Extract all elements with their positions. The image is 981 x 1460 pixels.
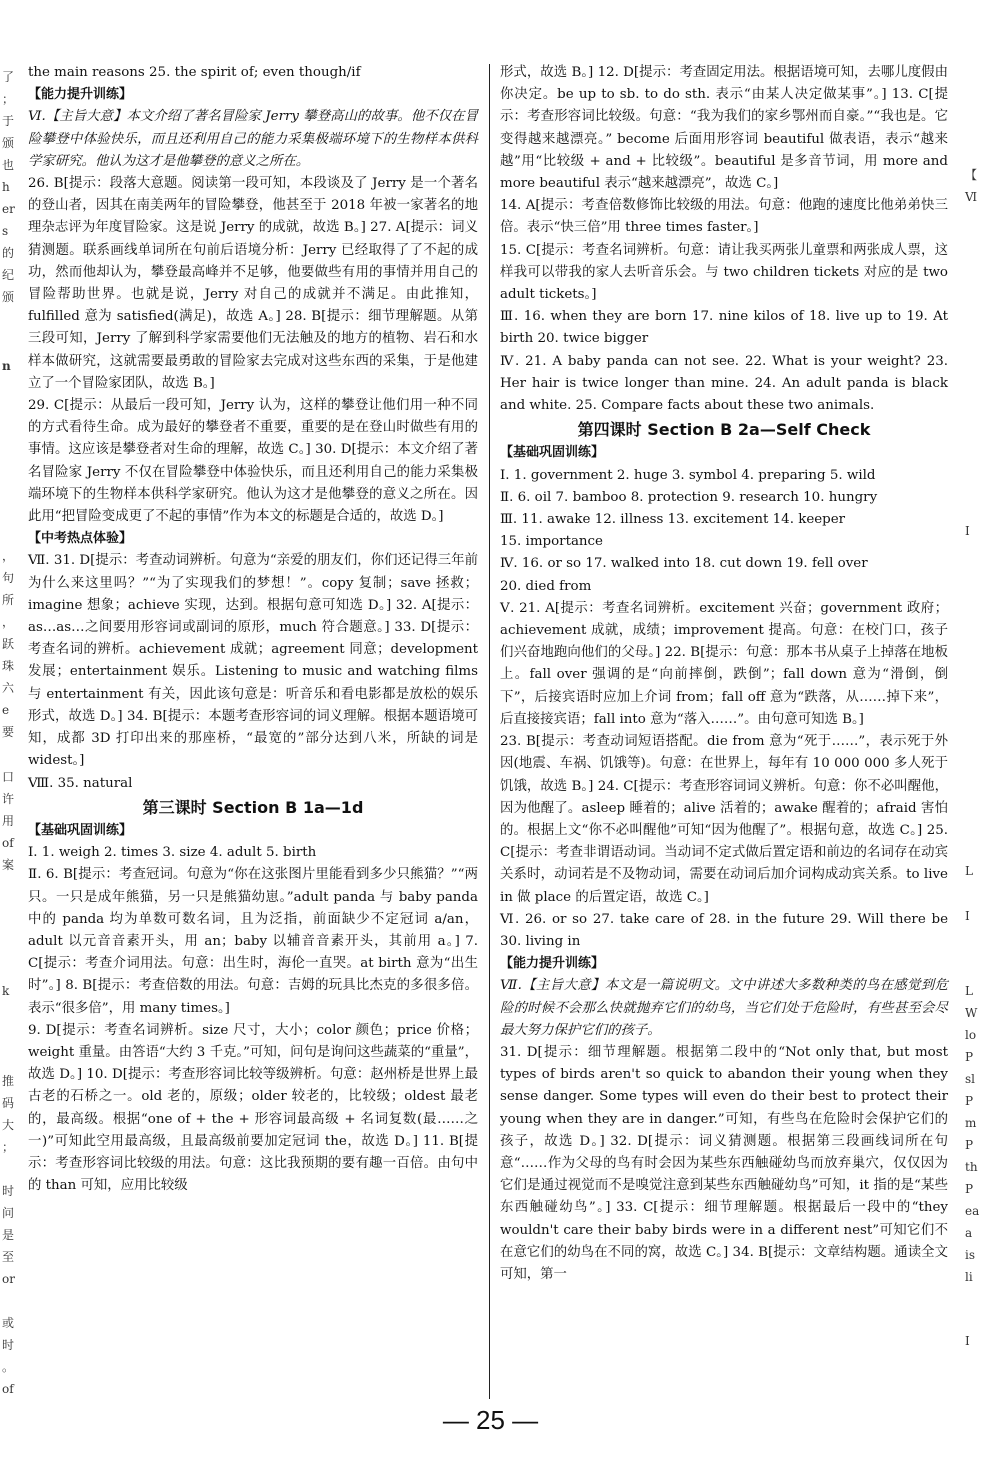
edge-fragment: 六 (2, 681, 15, 695)
answer-line: Ⅷ. 35. natural (28, 775, 133, 791)
edge-fragment: ； (2, 1140, 15, 1154)
edge-fragment: n (2, 359, 11, 373)
lesson-heading: 第三课时 Section B 1a—1d (142, 797, 364, 817)
edge-fragment: 珠 (2, 659, 15, 673)
edge-fragment: 颁 (2, 290, 15, 304)
subsection-heading: 【中考热点体验】 (28, 531, 133, 547)
edge-fragment: 要 (2, 725, 15, 739)
answer-line: Ⅰ. 1. weigh 2. times 3. size 4. adult 5. birth (28, 845, 317, 861)
answer-paragraph: Ⅱ. 6. B[提示：考查冠词。句意为“你在这张图片里能看到多少只熊猫？”“两只。一只是成年熊猫，另一只是熊猫幼崽。”adult panda 与 baby panda 中的 panda 均为单数可数名词，且为泛指，前面缺少不定冠词 a/an，adult 以元音音素开头，用 an；baby 以辅音音素开头，其前用 a。] 7. C[提示：考查介词用法。句意：出生时，海伦一直哭。at birth 意为“出生时”。] 8. B[提示：考查倍数的用法。句意：吉姆的玩具比杰克的多很多倍。表示“很多倍”，用 many times。] (28, 867, 478, 1016)
edge-fragment: 至 (2, 1250, 15, 1264)
answer-line: Ⅰ. 1. government 2. huge 3. symbol 4. preparing 5. wild (500, 467, 876, 483)
answer-paragraph: 23. B[提示：考查动词短语搭配。die from 意为“死于……”，表示死于外因(地震、车祸、饥饿等)。句意：在世界上，每年有 10 000 000 多人死于饥饿，故选 B。] 24. C[提示：考查形容词词义辨析。句意：你不必叫醒他，因为他醒了。asleep 睡着的；alive 活着的；awake 醒着的；afraid 害怕的。根据上文“你不必叫醒他”可知“因为他醒了”。根据句意，故选 C。] 25. C[提示：考查非谓语动词。当动词不定式做后置定语和前边的名词存在动宾关系时，动词若是不及物动词，需要在动词后加介词构成动宾关系。to live in 做 place 的后置定语，故选 C。] (500, 734, 948, 905)
edge-fragment: 推 (2, 1074, 15, 1088)
edge-fragment: a (965, 1226, 973, 1240)
edge-fragment: Ⅰ (965, 909, 970, 923)
answer-paragraph: Ⅶ. 31. D[提示：考查动词辨析。句意为“亲爱的朋友们，你们还记得三年前为什么来这里吗？”“为了实现我们的梦想！”。copy 复制；save 拯救；imagine 想象；achieve 实现，达到。根据句意可知选 D。] 32. A[提示：as…as…之间要用形容词或副词的原形，much 符合题意。] 33. D[提示：考查名词的辨析。achievement 成就；agreement 同意；development 发展；entertainment 娱乐。Listening to music and watching films 与 entertainment 有关，因此该句意是：听音乐和看电影都是放松的娱乐形式，故选 D。] 34. B[提示：本题考查形容词的词义理解。根据本题语境可知，成都 3D 打印出来的那座桥，“最宽的”部分达到八米，所缺的词是 widest。] (28, 553, 478, 769)
edge-fragment: 用 (2, 814, 15, 828)
page-number: — 25 — (442, 1405, 539, 1435)
edge-fragment: I (965, 524, 970, 538)
edge-fragment: of (2, 836, 14, 850)
edge-fragment: 码 (2, 1096, 15, 1110)
column-divider (489, 64, 490, 1399)
answer-line: Ⅲ. 16. when they are born 17. nine kilos of 18. live up to 19. At birth 20. twice bigger (500, 309, 948, 347)
answer-paragraph: 26. B[提示：段落大意题。阅读第一段可知，本段谈及了 Jerry 是一个著名的登山者，因其在南美两年的冒险攀登，他甚至于 2018 年被一家著名的地理杂志评为年度冒险家。这是说 Jerry 的成就，故选 B。] 27. A[提示：词义猜测题。联系画线单词所在句前后语境分析：Jerry 已经取得了了不起的成功，然而他却认为，攀登最高峰并不足够，他要做些有用的事情并用自己的冒险帮助世界。也就是说，Jerry 对自己的成就并不满足。由此推知，fulfilled 意为 satisfied(满足)，故选 A。] 28. B[提示：细节理解题。从第三段可知，Jerry 了解到科学家需要他们无法触及的地方的植物、岩石和水样本做研究，这就需要最勇敢的冒险家去完成对这些东西的采集，于是他建立了一个冒险家团队，故选 B。] (28, 176, 478, 391)
answer-line: Ⅲ. 11. awake 12. illness 13. excitement 14. keeper (500, 512, 846, 528)
answer-paragraph: Ⅴ. 21. A[提示：考查名词辨析。excitement 兴奋；government 政府；achievement 成就，成绩；improvement 提高。句意：在校门口，孩子们兴奋地跑向他们的父母。] 22. B[提示：句意：那本书从桌子上掉落在地板上。fall over 强调的是“向前摔倒，跌倒”；fall down 意为“滑倒，倒下”，后接宾语时应加上介词 from；fall off 意为“跌落，从……掉下来”，后直接接宾语；fall into 意为“落入……”。由句意可知选 B。] (500, 600, 948, 727)
answer-line: 20. died from (500, 578, 592, 594)
edge-fragment: e (2, 703, 10, 717)
edge-fragment: 或 (2, 1316, 15, 1330)
edge-fragment: P (965, 1138, 974, 1152)
edge-fragment: k (2, 984, 10, 998)
answer-line: Ⅳ. 21. A baby panda can not see. 22. What is your weight? 23. Her hair is twice longer than mine. 24. An adult panda is black and white. 25. Compare facts about these two animals. (500, 353, 948, 414)
edge-fragment: 许 (2, 792, 15, 806)
answer-line: Ⅱ. 6. oil 7. bamboo 8. protection 9. research 10. hungry (500, 489, 878, 505)
answer-line: Ⅳ. 16. or so 17. walked into 18. cut down 19. fell over (500, 556, 868, 572)
edge-fragment: of (2, 1382, 14, 1396)
edge-fragment: 时 (2, 1184, 15, 1198)
edge-fragment: ， (2, 615, 15, 629)
edge-fragment: 大 (2, 1118, 15, 1132)
subsection-heading: 【基础巩固训练】 (28, 822, 133, 838)
passage-summary: Ⅵ.【主旨大意】本文介绍了著名冒险家 Jerry 攀登高山的故事。他不仅在冒险攀登中体验快乐，而且还利用自己的能力采集极端环境下的生物样本供科学家研究。他认为这才是他攀登的意义之所在。 (28, 109, 478, 169)
edge-fragment: 句 (2, 571, 15, 585)
answer-paragraph: 14. A[提示：考查倍数修饰比较级的用法。句意：他跑的速度比他弟弟快三倍。表示“快三倍”用 three times faster。] (500, 198, 948, 236)
edge-fragment: ， (2, 549, 15, 563)
edge-fragment: s (2, 224, 9, 238)
edge-fragment: P (965, 1050, 974, 1064)
edge-fragment: lo (965, 1028, 977, 1042)
edge-fragment: 了 (2, 70, 15, 84)
answer-paragraph: 15. C[提示：考查名词辨析。句意：请让我买两张儿童票和两张成人票，这样我可以带我的家人去听音乐会。与 two children tickets 对应的是 two adult tickets。] (500, 242, 948, 303)
edge-fragment: 案 (2, 858, 15, 872)
edge-fragment: 时 (2, 1338, 15, 1352)
edge-fragment: L (965, 864, 973, 878)
edge-fragment: 所 (2, 593, 15, 607)
edge-fragment: is (965, 1248, 975, 1262)
edge-fragment: 于 (2, 114, 15, 128)
edge-fragment: 。 (2, 1360, 15, 1374)
left-column (28, 62, 478, 1197)
subsection-heading: 【基础巩固训练】 (500, 445, 605, 461)
edge-fragment: h (2, 180, 10, 194)
edge-fragment: 颁 (2, 136, 15, 150)
edge-fragment: 问 (2, 1206, 15, 1220)
edge-fragment: er (2, 202, 15, 216)
answer-paragraph: 31. D[提示：细节理解题。根据第二段中的“Not only that, but most types of birds aren't so quick to abandon their young when they sense danger. Some types will even do their best to protect their young when they are in danger.”可知，有些鸟在危险时会保护它们的孩子，故选 D。] 32. D[提示：词义猜测题。根据第三段画线词所在句意“……作为父母的鸟有时会因为某些东西触碰幼鸟而放弃巢穴，仅仅因为它们是通过视觉而不是嗅觉注意到某些东西触碰幼鸟”可知，it 指的是“某些东西触碰幼鸟”。] 33. C[提示：细节理解题。根据最后一段中的“they wouldn't care their baby birds were in a different nest”可知它们不在意它们的幼鸟在不同的窝，故选 C。] 34. B[提示：文章结构题。通读全文可知，第一 (500, 1044, 948, 1282)
edge-fragment: 纪 (2, 268, 15, 282)
edge-fragment: m (965, 1116, 977, 1130)
edge-fragment: 口 (2, 770, 15, 784)
edge-fragment: 是 (2, 1228, 15, 1242)
answer-paragraph: 形式，故选 B。] 12. D[提示：考查固定用法。根据语境可知，去哪儿度假由你决定。be up to sb. to do sth. 表示“由某人决定做某事”。] 13. C[提示：考查形容词比较级。句意：“我为我们的家乡鄂州而自豪。”“我也是。它变得越来越漂亮。” become 后面用形容词 beautiful 做表语，表示“越来越”用“比较级 + and + 比较级”。beautiful 是多音节词，用 more and more beautiful 表示“越来越漂亮”，故选 C。] (500, 65, 948, 192)
right-column (500, 62, 948, 1286)
edge-fragment: ea (965, 1204, 980, 1218)
answer-paragraph: 9. D[提示：考查名词辨析。size 尺寸，大小；color 颜色；price 价格；weight 重量。由答语“大约 3 千克。”可知，问句是询问这些蔬菜的“重量”，故选 D。] 10. D[提示：考查形容词比较等级辨析。句意：赵州桥是世界上最古老的石桥之一。old 老的，原级；older 较老的，比较级；oldest 最老的，最高级。根据“one of + the + 形容词最高级 + 名词复数(最……之一)”可知此空用最高级，且最高级前要加定冠词 the，故选 D。] 11. B[提示：考查形容词比较级的用法。句意：这比我预期的要有趣一百倍。由句中的 than 可知，应用比较级 (28, 1022, 478, 1194)
edge-fragment: 也 (2, 158, 15, 172)
answer-line: 15. importance (500, 534, 603, 550)
edge-fragment: th (965, 1160, 978, 1174)
edge-fragment: li (965, 1270, 973, 1284)
edge-fragment: P (965, 1182, 974, 1196)
answer-line: Ⅵ. 26. or so 27. take care of 28. in the future 29. Will there be 30. living in (500, 911, 948, 949)
edge-fragment: Ⅵ (965, 190, 978, 204)
edge-fragment: L (965, 984, 973, 998)
subsection-heading: 【能力提升训练】 (28, 87, 133, 103)
answer-paragraph: 29. C[提示：从最后一段可知，Jerry 认为，这样的攀登让他们用一种不同的方式看待生命。成为最好的攀登者不重要，重要的是在登山时做些有用的事情。这应该是攀登者对生命的理解，故选 C。] 30. D[提示：本文介绍了著名冒险家 Jerry 不仅在冒险攀登中体验快乐，而且还利用自己的能力采集极端环境下的生物样本供科学家研究。他认为这才是他攀登的意义之所在。因此用“把冒险变成更了不起的事情”作为本文的标题是合适的，故选 D。] (28, 398, 478, 525)
edge-fragment: P (965, 1094, 974, 1108)
subsection-heading: 【能力提升训练】 (500, 956, 605, 972)
passage-summary: Ⅶ.【主旨大意】本文是一篇说明文。文中讲述大多数种类的鸟在感觉到危险的时候不会那么快就抛弃它们的幼鸟，当它们处于危险时，有些甚至会尽最大努力保护它们的孩子。 (500, 978, 948, 1038)
edge-fragment: 【 (965, 168, 978, 182)
edge-fragment: sl (965, 1072, 975, 1086)
answer-line: the main reasons 25. the spirit of; even though/if (28, 65, 361, 80)
lesson-heading: 第四课时 Section B 2a—Self Check (577, 420, 871, 440)
edge-fragment: or (2, 1272, 15, 1286)
edge-fragment: I (965, 1334, 970, 1348)
edge-fragment: 跃 (2, 637, 15, 651)
edge-fragment: W (965, 1006, 978, 1020)
edge-fragment: 的 (2, 246, 15, 260)
edge-fragment: ； (2, 92, 15, 106)
